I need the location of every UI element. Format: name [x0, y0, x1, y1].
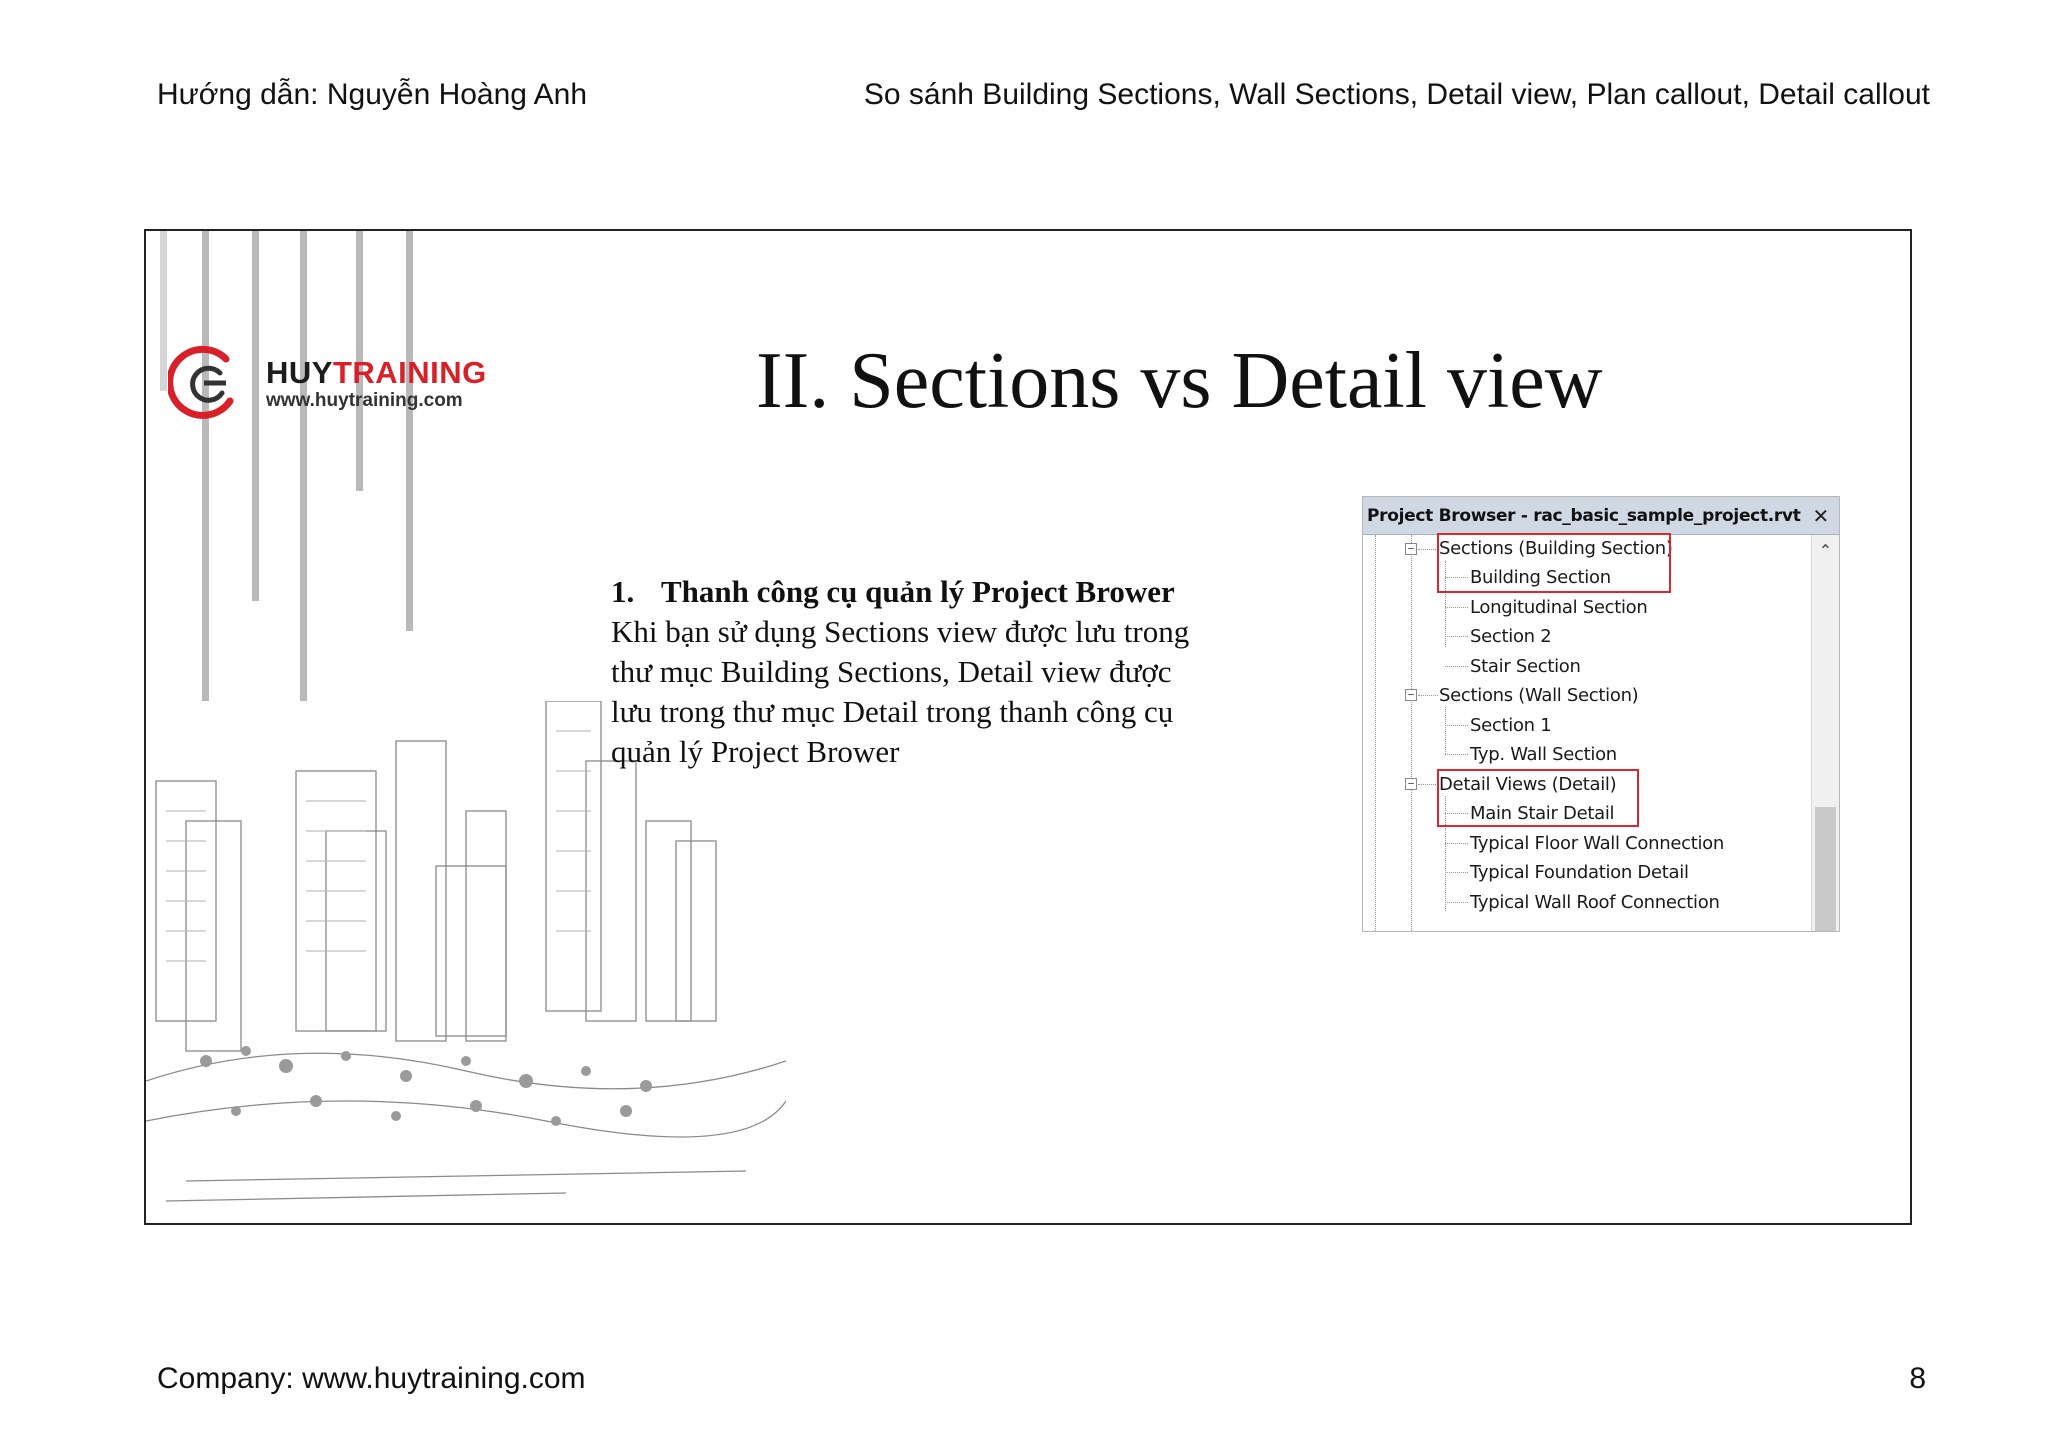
slide-body	[611, 572, 1231, 772]
tree-collapse-icon[interactable]: −	[1405, 689, 1417, 701]
tree-group-building-sections[interactable]: Sections (Building Section)	[1439, 538, 1673, 559]
body-heading: 1. Thanh công cụ quản lý Project Brower	[611, 574, 1175, 609]
tree-item-longitudinal-section[interactable]: Longitudinal Section	[1470, 597, 1648, 618]
decor-pole	[202, 231, 209, 701]
logo-mark-icon	[168, 343, 248, 423]
project-browser-title: Project Browser - rac_basic_sample_project.rvt	[1367, 505, 1801, 526]
highlight-box-building-section	[1437, 533, 1671, 593]
close-icon[interactable]: ✕	[1812, 503, 1829, 528]
tree-collapse-icon[interactable]: −	[1405, 778, 1417, 790]
tree-item-stair-section[interactable]: Stair Section	[1470, 656, 1581, 677]
city-sketch-illustration	[146, 701, 786, 1225]
body-line: thư mục Building Sections, Detail view được	[611, 654, 1172, 689]
footer-company: Company: www.huytraining.com	[157, 1362, 586, 1395]
decor-pole	[406, 231, 413, 631]
highlight-box-detail-views	[1437, 769, 1639, 827]
logo-text	[266, 357, 487, 410]
logo-brand: HUYTRAINING	[266, 355, 487, 390]
slide-frame	[144, 229, 1912, 1225]
tree-item-section-1[interactable]: Section 1	[1470, 715, 1552, 736]
project-browser-panel	[1362, 496, 1840, 932]
tree-item-typical-floor-wall-connection[interactable]: Typical Floor Wall Connection	[1470, 833, 1724, 854]
body-line: Khi bạn sử dụng Sections view được lưu trong	[611, 614, 1190, 649]
header-author: Hướng dẫn: Nguyễn Hoàng Anh	[157, 78, 588, 111]
project-browser-tree	[1363, 535, 1811, 931]
tree-item-typical-wall-roof-connection[interactable]: Typical Wall Roof Connection	[1470, 892, 1720, 913]
slide-title: II. Sections vs Detail view	[756, 337, 1603, 425]
body-line: quản lý Project Brower	[611, 734, 900, 769]
tree-item-typ-wall-section[interactable]: Typ. Wall Section	[1470, 744, 1617, 765]
tree-item-main-stair-detail[interactable]: Main Stair Detail	[1470, 803, 1615, 824]
project-browser-titlebar	[1363, 497, 1839, 535]
scroll-up-icon[interactable]: ⌃	[1818, 541, 1833, 560]
header-topic: So sánh Building Sections, Wall Sections, Detail view, Plan callout, Detail callout	[863, 78, 1930, 111]
scrollbar-thumb[interactable]	[1815, 807, 1836, 931]
tree-item-typical-foundation-detail[interactable]: Typical Foundation Detail	[1470, 862, 1689, 883]
tree-collapse-icon[interactable]: −	[1405, 543, 1417, 555]
tree-item-building-section[interactable]: Building Section	[1470, 567, 1611, 588]
tree-group-detail-views[interactable]: Detail Views (Detail)	[1439, 774, 1617, 795]
tree-item-section-2[interactable]: Section 2	[1470, 626, 1552, 647]
decor-pole	[300, 231, 307, 701]
huytraining-logo	[168, 343, 487, 423]
project-browser-scrollbar[interactable]	[1811, 535, 1839, 931]
logo-website: www.huytraining.com	[266, 390, 463, 411]
decor-pole	[160, 231, 167, 391]
body-line: lưu trong thư mục Detail trong thanh công cụ	[611, 694, 1174, 729]
page-number: 8	[1909, 1362, 1926, 1395]
tree-group-wall-sections[interactable]: Sections (Wall Section)	[1439, 685, 1639, 706]
